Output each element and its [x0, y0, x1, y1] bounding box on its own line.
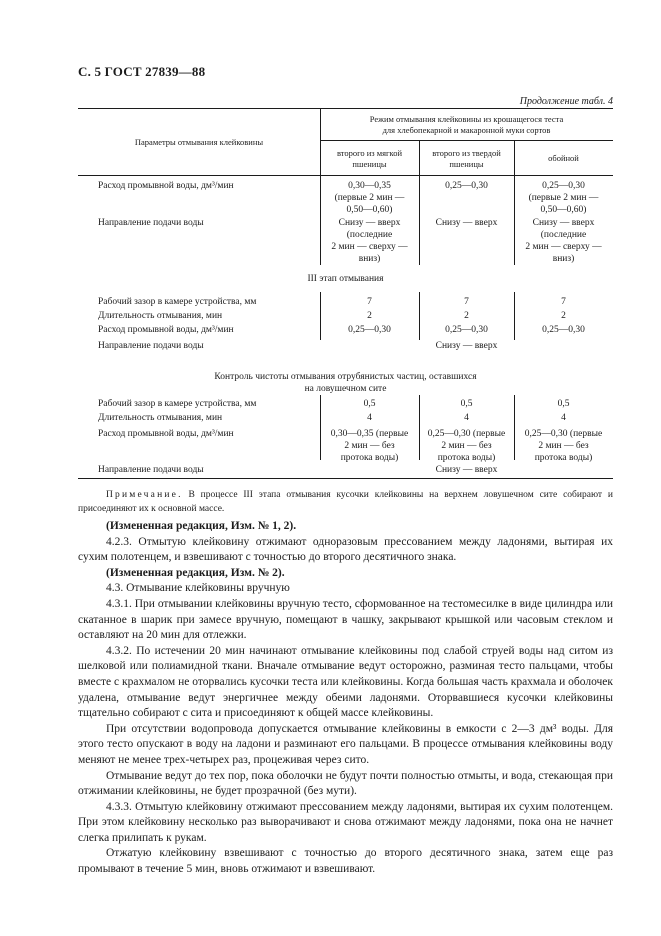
para-weigh: Отжатую клейковину взвешивают с точностью до второго десятичного знака, затем еще раз промывают в течение 5 мин, вновь отжимают и взвешивают. [78, 847, 613, 876]
ctl-gap-whole: 0,5 [557, 399, 570, 409]
param-header: Параметры отмывания клейковины [134, 137, 264, 147]
ctl-label-direction: Направление подачи воды [98, 465, 204, 475]
col-header-soft: второго из мягкой пшеницы [336, 148, 403, 169]
col-header-hard: второго из твердой пшеницы [432, 148, 501, 169]
table-continuation-label: Продолжение табл. 4 [519, 96, 613, 107]
ctl-gap-soft: 0,5 [363, 399, 376, 409]
table-bottom-rule [78, 478, 613, 479]
ctl-dir-all: Снизу — вверх [435, 465, 498, 475]
s3-label-direction: Направление подачи воды [98, 341, 204, 351]
mode-header: Режим отмывания клейковины из крошащегося теста для хлебопекарной и макаронной муки сортов [369, 114, 564, 135]
para-no-water-supply: При отсутствии водопровода допускается отмывание клейковины в емкости с 2—3 дм³ воды. Для этого тесто опускают в воду на ладони и разминают его пальцами. В процессе отмывания клейковины воду меняют не менее трех-четырех раз, процеживая через сито. [78, 722, 613, 766]
table-note [78, 488, 613, 516]
para-4-3-3: 4.3.3. Отмытую клейковину отжимают прессованием между ладонями, вытирая их сухим полотенцем. При этом клейковину несколько раз выворачивают и снова отжимают между ладонями, пока она не начнет слегка прилипать к рукам. [78, 800, 613, 844]
note-label: Примечание. [106, 490, 183, 500]
col-header-whole: обойной [548, 153, 579, 163]
cell-dir-soft: Снизу — вверх (последние 2 мин — сверху — вниз) [331, 218, 408, 264]
s3-gap-whole: 7 [561, 297, 566, 307]
ctl-water-hard: 0,25—0,30 (первые 2 мин — без протока воды) [427, 429, 506, 463]
edit-note-2: (Измененная редакция, Изм. № 2). [106, 566, 285, 579]
ctl-water-soft: 0,30—0,35 (первые 2 мин — без протока воды) [330, 429, 409, 463]
ctl-label-gap: Рабочий зазор в камере устройства, мм [98, 399, 257, 409]
row-label-water: Расход промывной воды, дм³/мин [98, 181, 234, 191]
ctl-gap-hard: 0,5 [460, 399, 473, 409]
para-wash-until: Отмывание ведут до тех пор, пока оболочки не будут почти полностью отмыты, и вода, стекающая при отжимании клейковины, не будет прозрачной (без мути). [78, 769, 613, 798]
s3-label-duration: Длительность отмывания, мин [98, 311, 223, 321]
cell-dir-hard: Снизу — вверх [435, 218, 498, 228]
ctl-water-whole: 0,25—0,30 (первые 2 мин — без протока воды) [524, 429, 603, 463]
subheader-rule [320, 140, 613, 141]
section-4-3-title: 4.3. Отмывание клейковины вручную [106, 582, 290, 595]
s3-water-hard: 0,25—0,30 [445, 325, 488, 335]
page-header: С. 5 ГОСТ 27839—88 [78, 64, 206, 79]
note-text: В процессе III этапа отмывания кусочки клейковины на верхнем ловушечном сите собирают и присоединяют их к основной массе. [78, 490, 613, 514]
s3-gap-soft: 7 [367, 297, 372, 307]
para-4-3-2: 4.3.2. По истечении 20 мин начинают отмывание клейковины под слабой струей воды над ситом из шелковой или полиамидной ткани. Вначале отмывание ведут осторожно, разминая тесто пальцами, чтобы вместе с крахмалом не оторвались кусочки теста или клейковины. Когда большая часть крахмала и оболочек удалена, отмывание ведут энергичнее между обеими ладонями. Оторвавшиеся кусочки клейковины тщательно собирают с сита и присоединяют к общей массе клейковины. [78, 644, 613, 720]
para-4-2-3: 4.2.3. Отмытую клейковину отжимают одноразовым прессованием между ладонями, вытирая их сухим полотенцем, и взвешивают с точностью до второго десятичного знака. [78, 535, 613, 564]
ctl-dur-soft: 4 [367, 413, 372, 423]
row-label-direction: Направление подачи воды [98, 218, 204, 228]
ctl-label-duration: Длительность отмывания, мин [98, 413, 223, 423]
s3-water-whole: 0,25—0,30 [542, 325, 585, 335]
cell-water-hard: 0,25—0,30 [445, 181, 488, 191]
stage3-title: III этап отмывания [307, 274, 384, 284]
para-4-3-1: 4.3.1. При отмывании клейковины вручную тесто, сформованное на тестомесилке в виде цилиндра или скатанное в шарик при замесе вручную, помещают в чашку, закрывают крышкой или часовым стеклом и оставляют на 20 мин для отлежки. [78, 597, 614, 642]
edit-note-1: (Измененная редакция, Изм. № 1, 2). [106, 520, 297, 532]
s3-dur-hard: 2 [464, 311, 469, 321]
s3-gap-hard: 7 [464, 297, 469, 307]
s3-dir-all: Снизу — вверх [435, 341, 498, 351]
s3-dur-whole: 2 [561, 311, 566, 321]
ctl-dur-hard: 4 [464, 413, 469, 423]
s3-label-water: Расход промывной воды, дм³/мин [98, 325, 234, 335]
cell-dir-whole: Снизу — вверх (последние 2 мин — сверху — вниз) [525, 218, 602, 264]
table-top-rule [78, 108, 613, 109]
s3-dur-soft: 2 [367, 311, 372, 321]
header-bottom-rule [78, 175, 613, 176]
ctl-label-water: Расход промывной воды, дм³/мин [98, 429, 234, 439]
control-title: Контроль чистоты отмывания отрубянистых частиц, оставшихся на ловушечном сите [214, 372, 477, 394]
ctl-dur-whole: 4 [561, 413, 566, 423]
s3-water-soft: 0,25—0,30 [348, 325, 391, 335]
cell-water-soft: 0,30—0,35 (первые 2 мин — 0,50—0,60) [334, 181, 405, 215]
s3-label-gap: Рабочий зазор в камере устройства, мм [98, 297, 257, 307]
cell-water-whole: 0,25—0,30 (первые 2 мин — 0,50—0,60) [528, 181, 599, 215]
body-text [78, 519, 613, 878]
